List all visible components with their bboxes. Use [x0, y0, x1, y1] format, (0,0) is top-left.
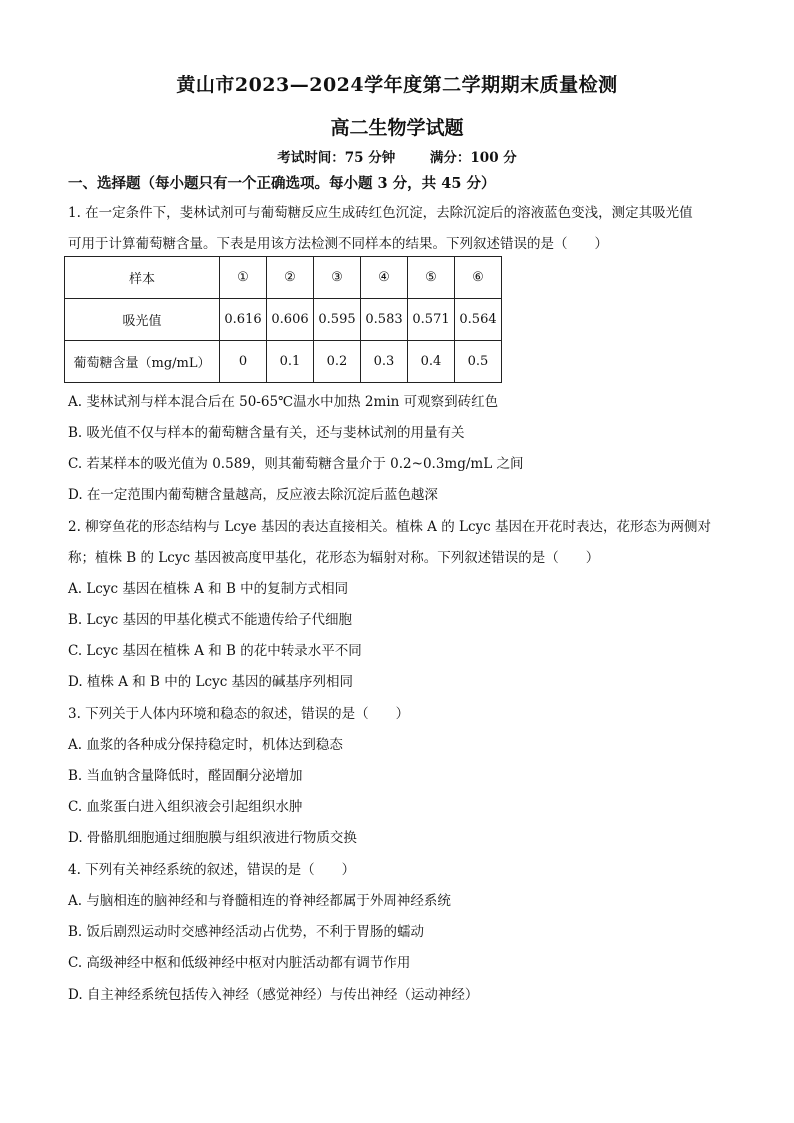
table-cell: 0.1	[267, 341, 314, 383]
table-cell: 0.2	[314, 341, 361, 383]
q3-option-c: C. 血浆蛋白进入组织液会引起组织水肿	[68, 799, 303, 815]
q4-option-c: C. 高级神经中枢和低级神经中枢对内脏活动都有调节作用	[68, 955, 411, 971]
table-cell: 0.4	[408, 341, 455, 383]
table-cell: 0.3	[361, 341, 408, 383]
exam-meta	[0, 146, 794, 166]
table-header-cell: ①	[220, 257, 267, 299]
table-header-row	[65, 257, 502, 299]
table-cell: 吸光值	[65, 299, 220, 341]
q4-option-a: A. 与脑相连的脑神经和与脊髓相连的脊神经都属于外周神经系统	[68, 893, 451, 909]
q1-stem-line2: 可用于计算葡萄糖含量。下表是用该方法检测不同样本的结果。下列叙述错误的是（ ）	[68, 236, 608, 252]
table-header-cell: ⑤	[408, 257, 455, 299]
q3-option-b: B. 当血钠含量降低时，醛固酮分泌增加	[68, 768, 303, 784]
exam-time: 考试时间：75 分钟	[277, 150, 396, 166]
table-cell: 葡萄糖含量（mg/mL）	[65, 341, 220, 383]
q4-option-d: D. 自主神经系统包括传入神经（感觉神经）与传出神经（运动神经）	[68, 987, 479, 1003]
table-header-cell: ③	[314, 257, 361, 299]
q2-stem-line1: 2. 柳穿鱼花的形态结构与 Lcye 基因的表达直接相关。植株 A 的 Lcyc 基因在开花时表达，花形态为两侧对	[68, 519, 712, 535]
section-heading: 一、选择题（每小题只有一个正确选项。每小题 3 分，共 45 分）	[68, 175, 496, 192]
table-cell: 0.564	[455, 299, 502, 341]
q2-option-d: D. 植株 A 和 B 中的 Lcyc 基因的碱基序列相同	[68, 674, 354, 690]
table-cell: 0.595	[314, 299, 361, 341]
q1-data-table	[64, 256, 502, 383]
q4-stem: 4. 下列有关神经系统的叙述，错误的是（ ）	[68, 862, 356, 878]
table-cell: 0.606	[267, 299, 314, 341]
table-cell: 0	[220, 341, 267, 383]
q2-option-b: B. Lcyc 基因的甲基化模式不能遗传给子代细胞	[68, 612, 353, 628]
q1-stem-line1: 1. 在一定条件下，斐林试剂可与葡萄糖反应生成砖红色沉淀，去除沉淀后的溶液蓝色变浅，测定其吸光值	[68, 205, 693, 221]
q1-option-c: C. 若某样本的吸光值为 0.589，则其葡萄糖含量介于 0.2~0.3mg/mL 之间	[68, 456, 524, 472]
q2-stem-line2: 称；植株 B 的 Lcyc 基因被高度甲基化，花形态为辐射对称。下列叙述错误的是（ ）	[68, 550, 600, 566]
table-cell: 0.5	[455, 341, 502, 383]
table-cell: 0.616	[220, 299, 267, 341]
q3-option-a: A. 血浆的各种成分保持稳定时，机体达到稳态	[68, 737, 343, 753]
q4-option-b: B. 饭后剧烈运动时交感神经活动占优势，不利于胃肠的蠕动	[68, 924, 425, 940]
q2-option-a: A. Lcyc 基因在植株 A 和 B 中的复制方式相同	[68, 581, 349, 597]
table-cell: 0.583	[361, 299, 408, 341]
exam-subtitle: 高二生物学试题	[330, 117, 464, 139]
table-header-cell: 样本	[65, 257, 220, 299]
table-row	[65, 341, 502, 383]
q1-option-d: D. 在一定范围内葡萄糖含量越高，反应液去除沉淀后蓝色越深	[68, 487, 438, 503]
q2-option-c: C. Lcyc 基因在植株 A 和 B 的花中转录水平不同	[68, 643, 362, 659]
q1-option-b: B. 吸光值不仅与样本的葡萄糖含量有关，还与斐林试剂的用量有关	[68, 425, 465, 441]
q3-stem: 3. 下列关于人体内环境和稳态的叙述，错误的是（ ）	[68, 706, 410, 722]
table-cell: 0.571	[408, 299, 455, 341]
table-header-cell: ⑥	[455, 257, 502, 299]
exam-score: 满分：100 分	[429, 150, 517, 166]
exam-title: 黄山市2023—2024学年度第二学期期末质量检测	[176, 74, 618, 96]
table-header-cell: ②	[267, 257, 314, 299]
table-header-cell: ④	[361, 257, 408, 299]
table-row	[65, 299, 502, 341]
q3-option-d: D. 骨骼肌细胞通过细胞膜与组织液进行物质交换	[68, 830, 357, 846]
q1-option-a: A. 斐林试剂与样本混合后在 50-65℃温水中加热 2min 可观察到砖红色	[68, 394, 499, 410]
